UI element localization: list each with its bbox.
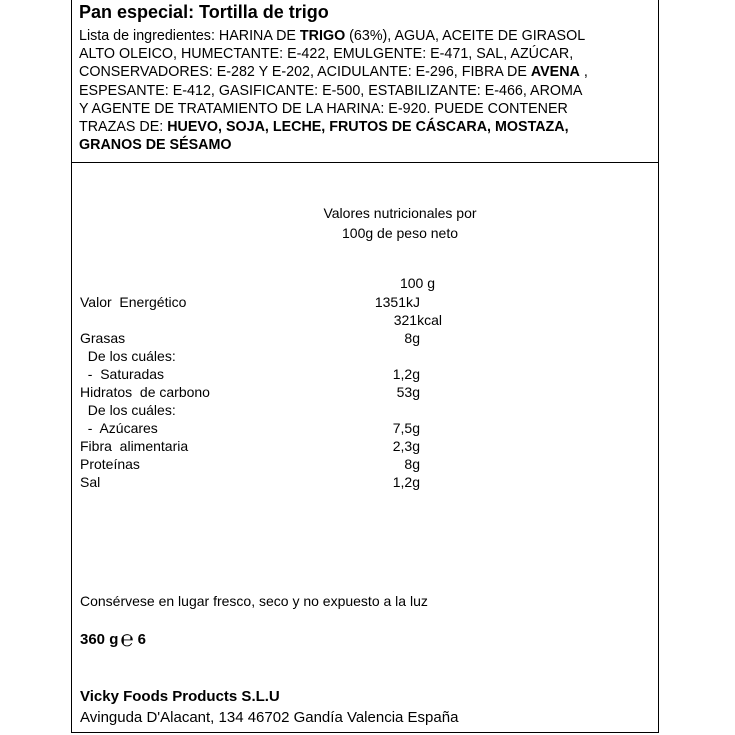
nutrition-row-label: Valor Energético [80,294,187,310]
ingredients-line [79,118,657,136]
ingredients-text: ESPESANTE: E-412, GASIFICANTE: E-500, ESTABILIZANTE: E-466, AROMA [79,82,583,99]
nutrition-row-value: 8g [404,330,420,346]
ingredients-line [79,45,657,63]
ingredients-text: TRAZAS DE: [79,119,168,136]
nutrition-row-value: 7,5g [392,420,420,436]
ingredients-line [79,100,657,118]
ingredients-text: , [579,64,588,81]
allergen-text: HUEVO, SOJA, LECHE, FRUTOS DE CÁSCARA, MOSTAZA, [167,119,569,136]
allergen-text: TRIGO [299,28,346,44]
nutrition-row-label: De los cuáles: [80,402,176,418]
nutrition-row-value: 2,3g [392,438,420,454]
nutrition-heading-line2: 100g de peso neto [342,225,458,241]
ingredients-text: CONSERVADORES: E-282 Y E-202, ACIDULANTE: E-296, FIBRA DE [79,64,531,81]
ingredients-text: (63%), AGUA, ACEITE DE GIRASOL [345,28,586,44]
ingredients-line [79,136,657,154]
nutrition-row-value: 8g [404,456,420,472]
ingredients-text: Y AGENTE DE TRATAMIENTO DE LA HARINA: E-920. PUEDE CONTENER [79,100,568,117]
nutrition-row-label: - Azúcares [80,420,158,436]
company-address: Avinguda D'Alacant, 134 46702 Gandía Valencia España [80,709,459,726]
nutrition-row-value: 1,2g [392,366,420,382]
ingredients-line [79,82,657,100]
net-weight-units: 6 [137,631,146,648]
nutrition-row-label: - Saturadas [80,366,165,382]
nutrition-row-label: Sal [80,474,101,490]
nutrition-row-value: 1351kJ [374,294,420,310]
ingredients-text: Lista de ingredientes: HARINA DE [79,28,300,44]
nutrition-row-label: Proteínas [80,456,140,472]
nutrition-row-label: Hidratos de carbono [80,384,210,400]
allergen-text: AVENA [530,64,580,81]
nutrition-row-label: De los cuáles: [80,348,176,364]
divider [71,162,659,163]
nutrition-row-value: 1,2g [392,474,420,490]
nutrition-column-header: 100 g [399,275,435,291]
nutrition-row-label: Fibra alimentaria [80,438,189,454]
nutrition-heading-line1: Valores nutricionales por [323,205,477,221]
storage-instructions: Consérvese en lugar fresco, seco y no expuesto a la luz [80,593,428,609]
ingredients-list [79,27,657,154]
nutrition-row-value: 321kcal [393,312,442,328]
ingredients-text: ALTO OLEICO, HUMECTANTE: E-422, EMULGENTE: E-471, SAL, AZÚCAR, [79,46,574,63]
product-title: Pan especial: Tortilla de trigo [79,2,329,22]
ingredients-line [79,63,657,81]
nutrition-row-value: 53g [396,384,420,400]
estimated-sign-icon: ℮ [120,626,134,651]
net-weight-value: 360 g [80,631,119,648]
allergen-text: GRANOS DE SÉSAMO [79,137,232,154]
ingredients-line [79,27,657,45]
nutrition-row-label: Grasas [80,330,126,346]
net-weight [80,626,146,651]
company-name: Vicky Foods Products S.L.U [80,688,280,705]
